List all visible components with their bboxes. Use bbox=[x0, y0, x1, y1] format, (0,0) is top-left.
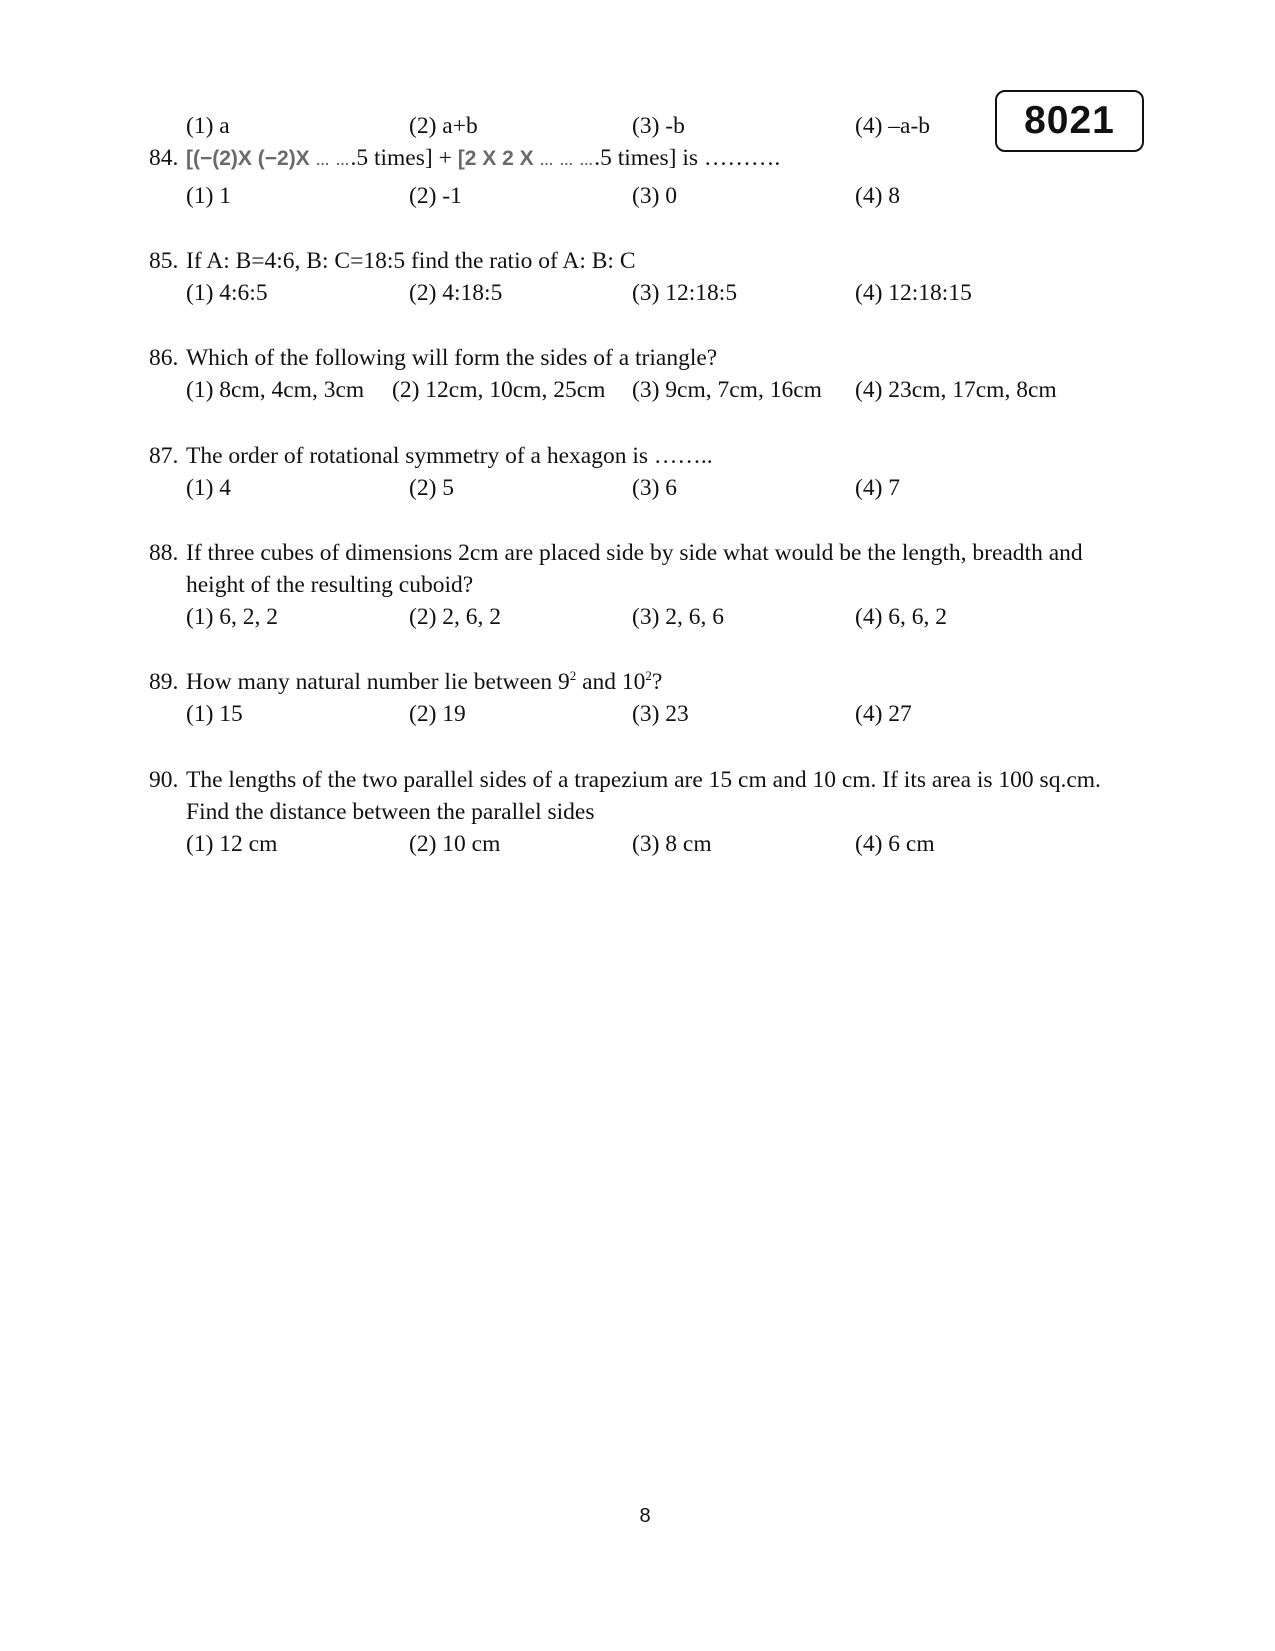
q87-option-1: (1) 4 bbox=[186, 475, 232, 501]
q89-option-4: (4) 27 bbox=[855, 701, 912, 727]
q85-option-1: (1) 4:6:5 bbox=[186, 280, 268, 306]
question-text-line-2: Find the distance between the parallel sides bbox=[186, 799, 595, 825]
q87-option-2: (2) 5 bbox=[409, 475, 455, 501]
question-text: The order of rotational symmetry of a hexagon is …….. bbox=[186, 443, 713, 469]
question-number: 89. bbox=[149, 669, 179, 695]
q86-option-4: (4) 23cm, 17cm, 8cm bbox=[855, 377, 1057, 403]
q89-option-3: (3) 23 bbox=[632, 701, 689, 727]
q85-option-3: (3) 12:18:5 bbox=[632, 280, 738, 306]
question-text-part-c: ? bbox=[651, 669, 663, 695]
q85-option-4: (4) 12:18:15 bbox=[855, 280, 972, 306]
expression-dots-2: … … … bbox=[539, 152, 595, 168]
question-text-part-b: and 10 bbox=[576, 669, 646, 695]
question-text: If A: B=4:6, B: C=18:5 find the ratio of A: B: C bbox=[186, 248, 636, 274]
q84-option-4: (4) 8 bbox=[855, 183, 901, 209]
q87-option-3: (3) 6 bbox=[632, 475, 678, 501]
paper-code-box bbox=[995, 90, 1144, 152]
q88-option-3: (3) 2, 6, 6 bbox=[632, 604, 725, 630]
q88-option-2: (2) 2, 6, 2 bbox=[409, 604, 502, 630]
expression-image-1: [(−(2)X (−2)X bbox=[186, 147, 310, 170]
question-text-part-a: How many natural number lie between 9 bbox=[186, 669, 570, 695]
expression-mid: .5 times] + bbox=[350, 145, 458, 171]
q90-option-4: (4) 6 cm bbox=[855, 831, 935, 857]
paper-code: 8021 bbox=[1024, 99, 1115, 142]
q86-option-3: (3) 9cm, 7cm, 16cm bbox=[632, 377, 822, 403]
q89-option-1: (1) 15 bbox=[186, 701, 243, 727]
expression-dots-1: … … bbox=[315, 152, 351, 168]
q90-option-3: (3) 8 cm bbox=[632, 831, 712, 857]
q90-option-2: (2) 10 cm bbox=[409, 831, 501, 857]
question-number: 87. bbox=[149, 443, 179, 469]
q86-option-1: (1) 8cm, 4cm, 3cm bbox=[186, 377, 365, 403]
q84-option-1: (1) 1 bbox=[186, 183, 232, 209]
expression-tail: .5 times] is ………. bbox=[594, 145, 781, 171]
q88-option-1: (1) 6, 2, 2 bbox=[186, 604, 279, 630]
question-number: 90. bbox=[149, 767, 179, 793]
q83-option-4: (4) –a-b bbox=[855, 113, 931, 139]
question-number: 88. bbox=[149, 540, 179, 566]
expression-image-2: [2 X 2 X bbox=[457, 147, 534, 170]
page-number: 8 bbox=[639, 1505, 651, 1527]
q84-option-3: (3) 0 bbox=[632, 183, 678, 209]
q86-option-2: (2) 12cm, 10cm, 25cm bbox=[392, 377, 606, 403]
q87-option-4: (4) 7 bbox=[855, 475, 901, 501]
question-text bbox=[186, 143, 780, 175]
q83-option-1: (1) a bbox=[186, 113, 230, 139]
question-text-line-1: The lengths of the two parallel sides of a trapezium are 15 cm and 10 cm. If its area is 100 sq.cm. bbox=[186, 767, 1101, 793]
question-text-line-2: height of the resulting cuboid? bbox=[186, 572, 474, 598]
question-text bbox=[186, 667, 662, 697]
question-number: 84. bbox=[149, 145, 179, 171]
q88-option-4: (4) 6, 6, 2 bbox=[855, 604, 948, 630]
q84-option-2: (2) -1 bbox=[409, 183, 462, 209]
question-number: 85. bbox=[149, 248, 179, 274]
q83-option-3: (3) -b bbox=[632, 113, 685, 139]
superscript-b: 2 bbox=[645, 668, 652, 683]
q85-option-2: (2) 4:18:5 bbox=[409, 280, 503, 306]
q90-option-1: (1) 12 cm bbox=[186, 831, 278, 857]
question-number: 86. bbox=[149, 345, 179, 371]
question-text: Which of the following will form the sides of a triangle? bbox=[186, 345, 718, 371]
superscript-a: 2 bbox=[569, 668, 577, 683]
q89-option-2: (2) 19 bbox=[409, 701, 466, 727]
question-text-line-1: If three cubes of dimensions 2cm are placed side by side what would be the length, breadth and bbox=[186, 540, 1083, 566]
q83-option-2: (2) a+b bbox=[409, 113, 478, 139]
